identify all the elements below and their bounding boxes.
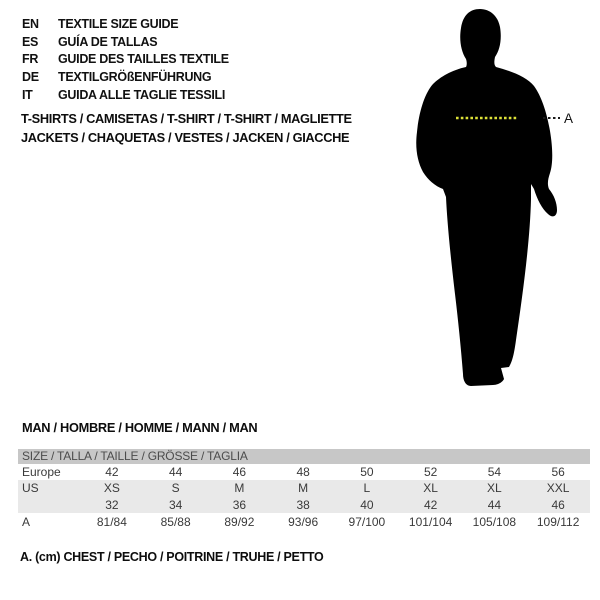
table-cell: L bbox=[363, 481, 371, 496]
table-cell: S bbox=[171, 481, 180, 496]
table-row-europe bbox=[18, 464, 590, 481]
table-cell: M bbox=[298, 481, 309, 496]
language-row bbox=[22, 33, 229, 51]
man-silhouette bbox=[416, 9, 557, 386]
table-cell: 50 bbox=[360, 464, 374, 479]
table-cell: XXL bbox=[546, 481, 570, 496]
table-cell: 81/84 bbox=[96, 514, 127, 529]
table-row-us-numeric bbox=[18, 497, 590, 514]
row-label: A bbox=[22, 514, 31, 529]
size-table bbox=[18, 449, 590, 530]
language-label: GUIDE DES TAILLES TEXTILE bbox=[58, 52, 229, 67]
table-row-us bbox=[18, 480, 590, 497]
language-code: ES bbox=[22, 34, 39, 49]
table-cell: XL bbox=[423, 481, 438, 496]
language-row bbox=[22, 68, 229, 86]
category-titles bbox=[21, 110, 352, 148]
table-cell: 89/92 bbox=[224, 514, 255, 529]
man-figure bbox=[403, 3, 578, 390]
language-row bbox=[22, 86, 229, 104]
table-cell: 109/112 bbox=[536, 514, 580, 529]
table-cell: 46 bbox=[551, 497, 565, 512]
table-cell: 85/88 bbox=[160, 514, 191, 529]
table-cell: 42 bbox=[423, 497, 438, 512]
language-label: GUÍA DE TALLAS bbox=[58, 34, 158, 49]
language-code: EN bbox=[22, 16, 39, 31]
footnote-chest: A. (cm) CHEST / PECHO / POITRINE / TRUHE / PETTO bbox=[20, 550, 324, 564]
language-code: IT bbox=[22, 88, 33, 103]
table-cell: 40 bbox=[360, 497, 374, 512]
size-table-header: SIZE / TALLA / TAILLE / GRÖSSE / TAGLIA bbox=[18, 449, 590, 464]
table-cell: 52 bbox=[423, 464, 438, 479]
table-cell: 32 bbox=[105, 497, 119, 512]
table-cell: 44 bbox=[487, 497, 502, 512]
measure-label-a: A bbox=[564, 111, 574, 126]
language-code: FR bbox=[22, 52, 39, 67]
table-cell: 44 bbox=[168, 464, 183, 479]
table-cell: XL bbox=[487, 481, 502, 496]
language-label: GUIDA ALLE TAGLIE TESSILI bbox=[58, 88, 226, 103]
table-cell: 97/100 bbox=[348, 514, 386, 529]
category-tshirts: T-SHIRTS / CAMISETAS / T-SHIRT / T-SHIRT / MAGLIETTE bbox=[21, 111, 352, 126]
table-cell: 101/104 bbox=[408, 514, 453, 529]
category-jackets: JACKETS / CHAQUETAS / VESTES / JACKEN / GIACCHE bbox=[21, 129, 350, 145]
language-code: DE bbox=[22, 70, 39, 85]
man-silhouette-svg bbox=[403, 3, 578, 390]
table-cell: 48 bbox=[296, 464, 310, 479]
language-label: TEXTILGRÖßENFÜHRUNG bbox=[58, 70, 212, 85]
table-cell: M bbox=[234, 481, 245, 496]
language-list bbox=[22, 15, 229, 104]
table-cell: 105/108 bbox=[472, 514, 517, 529]
table-cell: 42 bbox=[105, 464, 119, 479]
table-cell: 38 bbox=[296, 497, 310, 512]
row-label: US bbox=[22, 481, 39, 496]
table-cell: 56 bbox=[551, 464, 565, 479]
language-row bbox=[22, 51, 229, 69]
language-label: TEXTILE SIZE GUIDE bbox=[58, 16, 179, 31]
table-cell: 34 bbox=[168, 497, 183, 512]
section-title-man: MAN / HOMBRE / HOMME / MANN / MAN bbox=[22, 420, 258, 435]
table-cell: XS bbox=[103, 481, 120, 496]
table-row-chest-a bbox=[18, 513, 590, 530]
table-cell: 93/96 bbox=[288, 514, 319, 529]
table-cell: 46 bbox=[232, 464, 247, 479]
table-cell: 54 bbox=[487, 464, 502, 479]
row-label: Europe bbox=[22, 464, 61, 479]
language-row bbox=[22, 15, 229, 33]
table-cell: 36 bbox=[232, 497, 247, 512]
